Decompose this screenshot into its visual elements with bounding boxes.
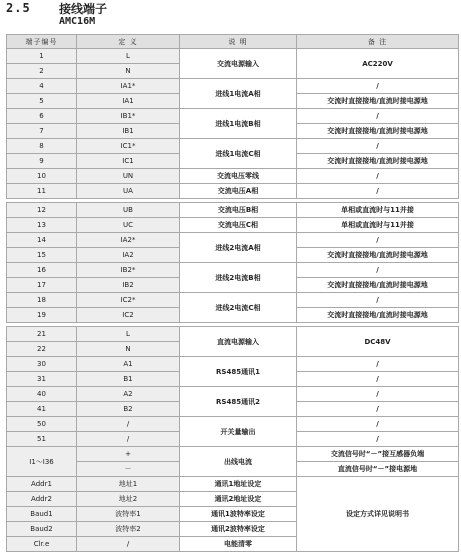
terminal-definition: IB2 xyxy=(77,278,180,293)
terminal-remark: 设定方式详见说明书 xyxy=(297,477,459,552)
table-row xyxy=(7,109,459,124)
header-description: 说 明 xyxy=(180,35,297,49)
terminal-number: Clr.e xyxy=(7,537,77,552)
terminal-description: 交流电压A相 xyxy=(180,184,297,199)
terminal-number: 15 xyxy=(7,248,77,263)
terminal-description: 进线2电流C相 xyxy=(180,293,297,323)
terminal-remark: / xyxy=(297,139,459,154)
terminal-definition: / xyxy=(77,432,180,447)
terminal-description: 直流电源输入 xyxy=(180,327,297,357)
terminal-definition: IC1* xyxy=(77,139,180,154)
terminal-remark: / xyxy=(297,387,459,402)
terminal-definition: 波特率1 xyxy=(77,507,180,522)
terminal-remark: 交流时直接接地/直流时接电源地 xyxy=(297,124,459,139)
terminal-description: 通讯1波特率设定 xyxy=(180,507,297,522)
terminal-number: 11 xyxy=(7,184,77,199)
terminal-definition: / xyxy=(77,537,180,552)
terminal-definition: N xyxy=(77,342,180,357)
terminal-definition: IA1* xyxy=(77,79,180,94)
terminal-remark: / xyxy=(297,432,459,447)
terminal-remark: 直流信号时“－”接电源地 xyxy=(297,462,459,477)
terminal-remark: 交流时直接接地/直流时接电源地 xyxy=(297,278,459,293)
section-title: 接线端子 xyxy=(59,2,108,16)
table-row xyxy=(7,203,459,218)
terminal-description: 开关量输出 xyxy=(180,417,297,447)
terminal-number: 1 xyxy=(7,49,77,64)
terminal-number: 10 xyxy=(7,169,77,184)
terminal-description: 进线1电流B相 xyxy=(180,109,297,139)
terminal-definition: A1 xyxy=(77,357,180,372)
terminal-definition: － xyxy=(77,462,180,477)
terminal-number: 41 xyxy=(7,402,77,417)
terminal-description: 交流电压零线 xyxy=(180,169,297,184)
terminal-number: 30 xyxy=(7,357,77,372)
terminal-definition: IC1 xyxy=(77,154,180,169)
terminal-description: RS485通讯2 xyxy=(180,387,297,417)
terminal-remark: / xyxy=(297,417,459,432)
terminal-remark: / xyxy=(297,372,459,387)
table-row xyxy=(7,447,459,462)
terminal-remark: 交流时直接接地/直流时接电源地 xyxy=(297,308,459,323)
terminal-description: 交流电源输入 xyxy=(180,49,297,79)
terminal-number: 40 xyxy=(7,387,77,402)
terminal-description: 交流电压B相 xyxy=(180,203,297,218)
terminal-definition: UC xyxy=(77,218,180,233)
terminal-number: 51 xyxy=(7,432,77,447)
terminal-definition: IC2* xyxy=(77,293,180,308)
terminal-remark: / xyxy=(297,169,459,184)
terminal-description: 出线电流 xyxy=(180,447,297,477)
terminal-definition: A2 xyxy=(77,387,180,402)
terminal-description: 电能清零 xyxy=(180,537,297,552)
terminal-remark: / xyxy=(297,109,459,124)
terminal-definition: L xyxy=(77,49,180,64)
terminal-description: RS485通讯1 xyxy=(180,357,297,387)
terminal-remark: / xyxy=(297,233,459,248)
terminal-definition: UB xyxy=(77,203,180,218)
terminal-number: 31 xyxy=(7,372,77,387)
terminal-definition: IB2* xyxy=(77,263,180,278)
table-row xyxy=(7,184,459,199)
terminal-definition: B2 xyxy=(77,402,180,417)
table-row xyxy=(7,169,459,184)
table-row xyxy=(7,139,459,154)
terminal-definition: IA1 xyxy=(77,94,180,109)
table-row xyxy=(7,387,459,402)
terminal-number: 5 xyxy=(7,94,77,109)
terminal-number: Baud1 xyxy=(7,507,77,522)
table-header-row xyxy=(7,35,459,49)
terminal-number: 22 xyxy=(7,342,77,357)
table-row xyxy=(7,79,459,94)
table-row xyxy=(7,263,459,278)
terminal-remark: / xyxy=(297,184,459,199)
terminal-definition: 波特率2 xyxy=(77,522,180,537)
terminal-remark: AC220V xyxy=(297,49,459,79)
terminal-definition: IA2 xyxy=(77,248,180,263)
table-row xyxy=(7,417,459,432)
terminal-definition: IA2* xyxy=(77,233,180,248)
terminal-number: 14 xyxy=(7,233,77,248)
terminal-number: 7 xyxy=(7,124,77,139)
terminal-definition: 地址2 xyxy=(77,492,180,507)
section-number: 2.5 xyxy=(6,1,31,15)
terminal-remark: 交流时直接接地/直流时接电源地 xyxy=(297,94,459,109)
terminal-remark: / xyxy=(297,357,459,372)
terminal-remark: 交流信号时“－”接互感器负端 xyxy=(297,447,459,462)
terminal-number: Baud2 xyxy=(7,522,77,537)
terminal-number: 6 xyxy=(7,109,77,124)
terminal-number: 13 xyxy=(7,218,77,233)
terminal-number: Addr2 xyxy=(7,492,77,507)
table-row xyxy=(7,327,459,342)
terminal-remark: / xyxy=(297,402,459,417)
table-row xyxy=(7,293,459,308)
terminal-definition: IB1* xyxy=(77,109,180,124)
terminal-number: 2 xyxy=(7,64,77,79)
terminal-description: 通讯2地址设定 xyxy=(180,492,297,507)
table-row xyxy=(7,477,459,492)
terminal-number: 50 xyxy=(7,417,77,432)
terminal-remark: 单相或直流时与11并接 xyxy=(297,218,459,233)
terminal-remark: DC48V xyxy=(297,327,459,357)
terminal-number: 8 xyxy=(7,139,77,154)
table-row xyxy=(7,218,459,233)
terminal-number: 16 xyxy=(7,263,77,278)
terminal-definition: 地址1 xyxy=(77,477,180,492)
terminal-number: 19 xyxy=(7,308,77,323)
terminal-remark: 交流时直接接地/直流时接电源地 xyxy=(297,154,459,169)
terminal-remark: 单相或直流时与11并接 xyxy=(297,203,459,218)
terminal-remark: / xyxy=(297,263,459,278)
table-row xyxy=(7,49,459,64)
terminal-description: 进线1电流C相 xyxy=(180,139,297,169)
header-remarks: 备 注 xyxy=(297,35,459,49)
terminal-definition: + xyxy=(77,447,180,462)
terminal-description: 进线1电流A相 xyxy=(180,79,297,109)
terminal-number: I1～I36 xyxy=(7,447,77,477)
terminal-remark: / xyxy=(297,79,459,94)
terminal-number: 4 xyxy=(7,79,77,94)
terminal-description: 通讯1地址设定 xyxy=(180,477,297,492)
terminal-definition: IB1 xyxy=(77,124,180,139)
terminal-definition: UN xyxy=(77,169,180,184)
terminal-table xyxy=(6,34,459,552)
terminal-description: 通讯2波特率设定 xyxy=(180,522,297,537)
terminal-description: 交流电压C相 xyxy=(180,218,297,233)
terminal-number: 12 xyxy=(7,203,77,218)
terminal-description: 进线2电流B相 xyxy=(180,263,297,293)
terminal-number: 17 xyxy=(7,278,77,293)
table-row xyxy=(7,233,459,248)
terminal-definition: IC2 xyxy=(77,308,180,323)
terminal-definition: / xyxy=(77,417,180,432)
terminal-number: Addr1 xyxy=(7,477,77,492)
terminal-definition: B1 xyxy=(77,372,180,387)
terminal-number: 18 xyxy=(7,293,77,308)
terminal-description: 进线2电流A相 xyxy=(180,233,297,263)
model-name: AMC16M xyxy=(59,16,96,27)
header-terminal-no: 端子编号 xyxy=(7,35,77,49)
terminal-number: 9 xyxy=(7,154,77,169)
terminal-number: 21 xyxy=(7,327,77,342)
terminal-remark: / xyxy=(297,293,459,308)
terminal-definition: N xyxy=(77,64,180,79)
table-row xyxy=(7,357,459,372)
terminal-definition: L xyxy=(77,327,180,342)
terminal-definition: UA xyxy=(77,184,180,199)
terminal-remark: 交流时直接接地/直流时接电源地 xyxy=(297,248,459,263)
header-definition: 定 义 xyxy=(77,35,180,49)
